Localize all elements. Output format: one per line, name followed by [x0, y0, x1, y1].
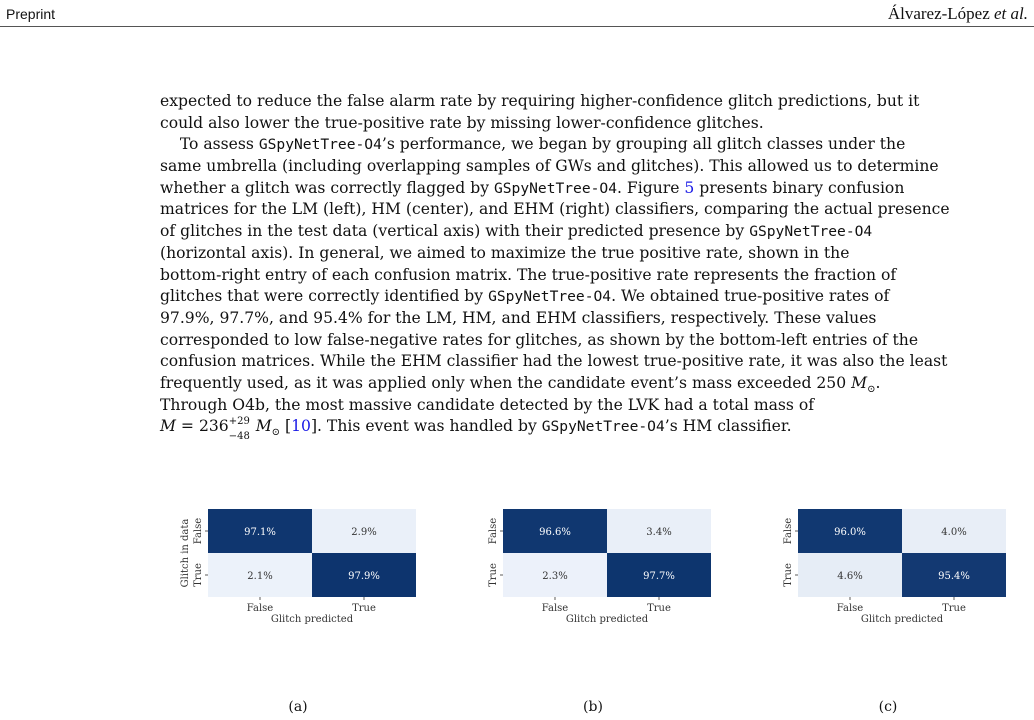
code-name: GSpyNetTree-O4: [488, 288, 612, 306]
math-msun: M: [255, 417, 272, 436]
y-tick-label: False: [488, 517, 499, 545]
code-name: GSpyNetTree-O4: [749, 223, 873, 241]
cell-value-label: 2.3%: [542, 571, 568, 582]
cell-value-label: 97.7%: [643, 571, 675, 582]
x-axis-label: Glitch predicted: [565, 614, 649, 625]
x-tick-label: False: [246, 603, 274, 614]
running-header-left: Preprint: [6, 6, 56, 22]
text-line: To assess GSpyNetTree-O4’s performance, we began by grouping all glitch classes under the: [179, 135, 906, 154]
math-errors: +29 −48: [228, 416, 250, 443]
y-axis-label: Glitch in data: [180, 518, 191, 588]
author-names: Álvarez-López: [887, 4, 990, 23]
code-name: GSpyNetTree-O4: [493, 179, 617, 197]
text-line: expected to reduce the false alarm rate by requiring higher-confidence glitch predictions, but it: [160, 92, 920, 110]
text-line: glitches that were correctly identified by GSpyNetTree-O4. We obtained true-positive rates of: [160, 287, 890, 306]
text-line: same umbrella (including overlapping samples of GWs and glitches). This allowed us to determine: [160, 157, 939, 176]
text-line: frequently used, as it was applied only when the candidate event’s mass exceeded 250 $M_⊙$.: [160, 373, 881, 396]
cell-value-label: 96.0%: [834, 527, 866, 538]
text-line: whether a glitch was correctly flagged by GSpyNetTree-O4. Figure 5 presents binary confusion: [160, 178, 905, 197]
cell-value-label: 97.9%: [348, 571, 380, 582]
panel-caption: (b): [583, 699, 603, 715]
code-name: GSpyNetTree-O4: [541, 418, 665, 436]
x-axis-label: Glitch predicted: [270, 614, 354, 625]
cell-value-label: 95.4%: [938, 571, 970, 582]
text-line: (horizontal axis). In general, we aimed to maximize the true positive rate, shown in the: [160, 243, 850, 262]
citation-link[interactable]: 10: [291, 417, 311, 436]
math-sun-symbol: ⊙: [271, 427, 281, 439]
figure-link[interactable]: 5: [684, 178, 695, 197]
text-line: could also lower the true-positive rate by missing lower-confidence glitches.: [160, 113, 764, 132]
panel-caption: (c): [878, 699, 898, 715]
cell-value-label: 4.0%: [941, 527, 967, 538]
y-tick-label: False: [193, 517, 204, 545]
author-etal: et al.: [994, 4, 1028, 23]
cell-value-label: 2.9%: [351, 527, 377, 538]
y-tick-label: True: [783, 563, 794, 587]
panel-caption: (a): [288, 699, 308, 715]
x-tick-label: True: [352, 603, 376, 614]
text-line: M = 236 +29 −48 $M_⊙$ [10]. This event was handled by GSpyNetTree-O4’s HM classifier.: [160, 416, 792, 443]
math-msun: M: [851, 373, 868, 392]
text-line: confusion matrices. While the EHM classifier had the lowest true-positive rate, it was also the least: [160, 352, 948, 371]
cell-value-label: 97.1%: [244, 527, 276, 538]
cell-value-label: 96.6%: [539, 527, 571, 538]
y-tick-label: True: [488, 563, 499, 587]
y-tick-label: True: [193, 563, 204, 587]
x-tick-label: True: [942, 603, 966, 614]
code-name: GSpyNetTree-O4: [258, 136, 382, 154]
text-line: Through O4b, the most massive candidate detected by the LVK had a total mass of: [160, 395, 815, 414]
text-line: corresponded to low false-negative rates for glitches, as shown by the bottom-left entries of the: [160, 330, 919, 349]
math-M: M: [160, 417, 176, 436]
text-line: matrices for the LM (left), HM (center), and EHM (right) classifiers, comparing the actual presence: [160, 200, 950, 219]
cell-value-label: 3.4%: [646, 527, 672, 538]
cell-value-label: 2.1%: [247, 571, 273, 582]
text-line: 97.9%, 97.7%, and 95.4% for the LM, HM, and EHM classifiers, respectively. These values: [160, 308, 877, 327]
math-sun-symbol: ⊙: [867, 384, 876, 396]
x-axis-label: Glitch predicted: [860, 614, 944, 625]
cell-value-label: 4.6%: [837, 571, 863, 582]
text-line: bottom-right entry of each confusion matrix. The true-positive rate represents the fraction of: [160, 265, 897, 284]
text-line: of glitches in the test data (vertical axis) with their predicted presence by GSpyNetTree-O4: [160, 222, 873, 241]
y-tick-label: False: [783, 517, 794, 545]
x-tick-label: True: [647, 603, 671, 614]
x-tick-label: False: [836, 603, 864, 614]
x-tick-label: False: [541, 603, 569, 614]
